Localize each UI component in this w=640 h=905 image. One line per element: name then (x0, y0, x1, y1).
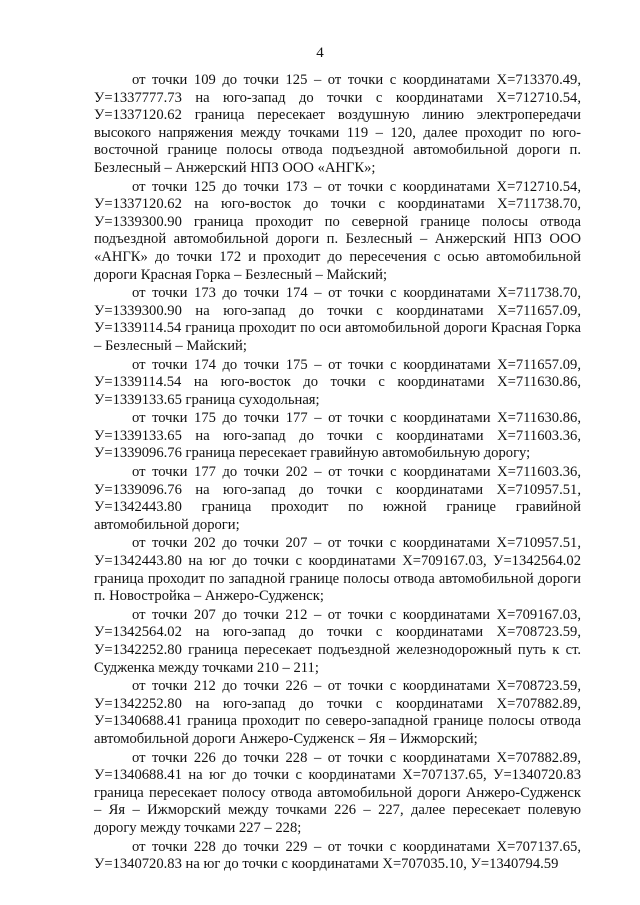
paragraph-segment-212-226: от точки 212 до точки 226 – от точки с координатами Х=708723.59, У=1342252.80 на юго-запад до точки с координатами Х=707882.89, У=1340688.41 граница проходит по северо-западной границе полосы отвода автомобильной дороги Анжеро-Судженск – Яя – Ижморский; (94, 678, 581, 747)
paragraph-segment-109-125: от точки 109 до точки 125 – от точки с координатами Х=713370.49, У=1337777.73 на юго-запад до точки с координатами Х=712710.54, У=1337120.62 граница пересекает воздушную линию электропередачи высокого напряжения между точками 119 – 120, далее проходит по юго-восточной границе полосы отвода подъездной автомобильной дороги п. Безлесный – Анжерский НПЗ ООО «АНГК»; (94, 72, 581, 176)
paragraph-segment-228-229: от точки 228 до точки 229 – от точки с координатами Х=707137.65, У=1340720.83 на юг до точки с координатами Х=707035.10, У=1340794.59 (94, 838, 581, 873)
paragraph-segment-125-173: от точки 125 до точки 173 – от точки с координатами Х=712710.54, У=1337120.62 на юго-восток до точки с координатами Х=711738.70, У=1339300.90 граница проходит по северной границе полосы отвода подъездной автомобильной дороги п. Безлесный – Анжерский НПЗ ООО «АНГК» до точки 172 и проходит до пересечения с осью автомобильной дороги Красная Горка – Безлесный – Майский; (94, 178, 581, 283)
document-body (94, 72, 581, 874)
page-number: 4 (316, 45, 324, 61)
paragraph-segment-174-175: от точки 174 до точки 175 – от точки с координатами Х=711657.09, У=1339114.54 на юго-восток до точки с координатами Х=711630.86, У=1339133.65 граница суходольная; (94, 356, 581, 408)
paragraph-segment-226-228: от точки 226 до точки 228 – от точки с координатами Х=707882.89, У=1340688.41 на юг до точки с координатами Х=707137.65, У=1340720.83 граница пересекает полосу отвода автомобильной дороги Анжеро-Судженск – Яя – Ижморский между точками 226 – 227, далее пересекает полевую дорогу между точками 227 – 228; (94, 749, 581, 836)
paragraph-segment-202-207: от точки 202 до точки 207 – от точки с координатами Х=710957.51, У=1342443.80 на юг до точки с координатами Х=709167.03, У=1342564.02 граница проходит по западной границе полосы отвода автомобильной дороги п. Новостройка – Анжеро-Судженск; (94, 535, 581, 605)
paragraph-segment-177-202: от точки 177 до точки 202 – от точки с координатами Х=711603.36, У=1339096.76 на юго-запад до точки с координатами Х=710957.51, У=1342443.80 граница проходит по южной границе гравийной автомобильной дороги; (94, 464, 581, 533)
paragraph-segment-207-212: от точки 207 до точки 212 – от точки с координатами Х=709167.03, У=1342564.02 на юго-запад до точки с координатами Х=708723.59, У=1342252.80 граница пересекает подъездной железнодорожный путь к ст. Судженка между точками 210 – 211; (94, 606, 581, 676)
paragraph-segment-175-177: от точки 175 до точки 177 – от точки с координатами Х=711630.86, У=1339133.65 на юго-запад до точки с координатами Х=711603.36, У=1339096.76 граница пересекает гравийную автомобильную дорогу; (94, 410, 581, 462)
paragraph-segment-173-174: от точки 173 до точки 174 – от точки с координатами Х=711738.70, У=1339300.90 на юго-запад до точки с координатами Х=711657.09, У=1339114.54 граница проходит по оси автомобильной дороги Красная Горка – Безлесный – Майский; (94, 285, 581, 354)
